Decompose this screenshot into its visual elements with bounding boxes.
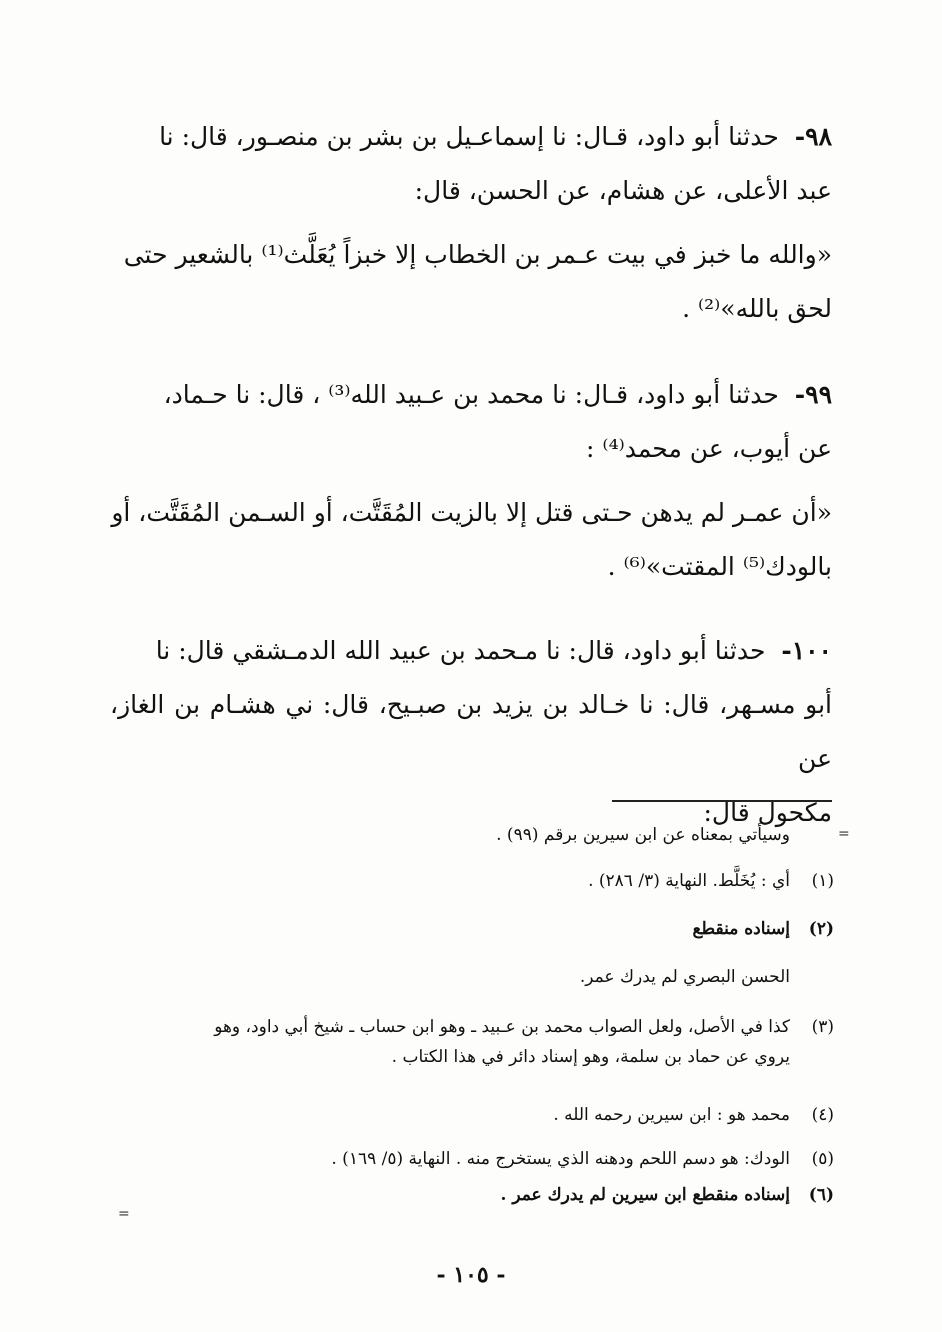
footnote-4: (٤)محمد هو : ابن سيرين رحمه الله .	[553, 1105, 834, 1125]
hadith-98-number: ٩٨-	[794, 122, 832, 151]
hadith-99-number: ٩٩-	[794, 380, 832, 409]
hadith-100	[110, 624, 832, 840]
footnote-3: (٣)كذا في الأصل، ولعل الصواب محمد بن عـبيد ـ وهو ابن حساب ـ شيخ أبي داود، وهو يروي عن حماد بن سلمة، وهو إسناد دائر في هذا الكتاب .	[214, 1017, 834, 1067]
hadith-98-line-3: «والله ما خبز في بيت عـمر بن الخطاب إلا خبزاً يُعَلَّث⁽¹⁾ بالشعير حتى	[123, 240, 832, 269]
footnote-2-continuation: الحسن البصري لم يدرك عمر.	[579, 967, 790, 987]
hadith-99-line-1: ٩٩- حدثنا أبو داود، قـال: نا محمد بن عـبيد الله⁽³⁾ ، قال: نا حـماد،	[163, 380, 832, 409]
footnote-5: (٥)الودك: هو دسم اللحم ودهنه الذي يستخرج منه . النهاية (٥/ ١٦٩) .	[331, 1149, 834, 1169]
hadith-100-line-1: ١٠٠- حدثنا أبو داود، قال: نا مـحمد بن عبيد الله الدمـشقي قال: نا	[155, 636, 832, 665]
hadith-98-line-4: لحق بالله»⁽²⁾ .	[682, 294, 832, 323]
footnote-6: (٦)إسناده منقطع ابن سيرين لم يدرك عمر .	[500, 1185, 834, 1205]
hadith-98-line-1: ٩٨- حدثنا أبو داود، قـال: نا إسماعـيل بن بشر بن منصـور، قال: نا	[159, 122, 832, 151]
hadith-99-line-3: «أن عمـر لم يدهن حـتى قتل إلا بالزيت المُقَتَّت، أو السـمن المُقَتَّت، أو	[111, 498, 832, 527]
hadith-99-line-4: بالودك⁽⁵⁾ المقتت»⁽⁶⁾ .	[607, 552, 832, 581]
footnote-1: (١)أي : يُخَلَّط. النهاية (٣/ ٢٨٦) .	[588, 871, 834, 891]
footnote-2: (٢)إسناده منقطع	[692, 919, 834, 939]
hadith-98	[110, 110, 832, 336]
hadith-98-line-2: عبد الأعلى، عن هشام، عن الحسن، قال:	[414, 176, 832, 205]
page-number: - ١٠٥ -	[436, 1262, 506, 1288]
hadith-100-number: ١٠٠-	[781, 636, 832, 665]
hadith-100-line-3: مكحول قال:	[703, 798, 832, 827]
hadith-99	[110, 368, 832, 594]
footnote-separator	[612, 800, 832, 802]
hadith-100-line-2: أبو مسـهر، قال: نا خـالد بن يزيد بن صبـيح، قال: ني هشـام بن الغاز، عن	[110, 690, 832, 773]
hadith-99-line-2: عن أيوب، عن محمد⁽⁴⁾ :	[586, 434, 832, 463]
footnote-carry: وسيأتي بمعناه عن ابن سيرين برقم (٩٩) .	[496, 825, 790, 845]
carry-mark-top: =	[838, 826, 850, 842]
carry-mark-bottom: =	[118, 1206, 130, 1222]
